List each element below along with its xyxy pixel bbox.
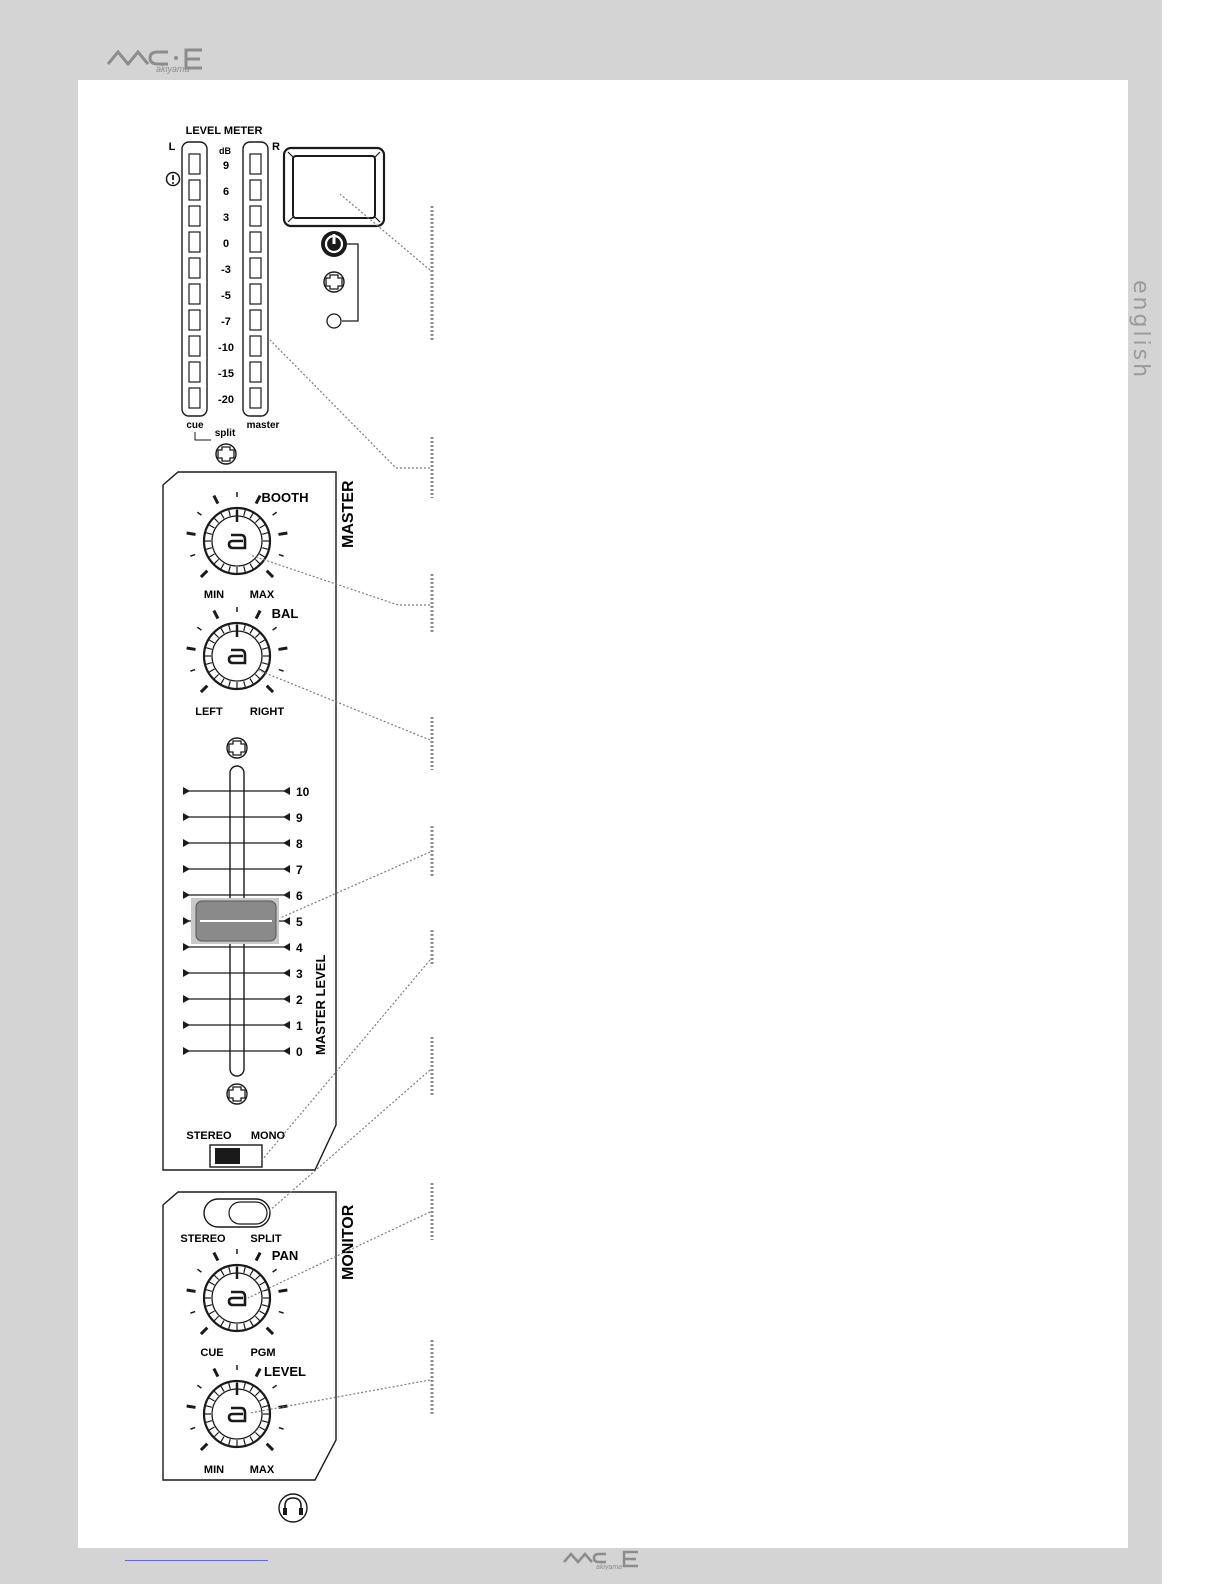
- pan-cue-label: CUE: [200, 1347, 224, 1359]
- fader-scale-label: 8: [296, 837, 303, 851]
- meter-led-right: [250, 284, 261, 304]
- meter-scale-label: -3: [221, 264, 231, 276]
- meter-led-left: [189, 362, 200, 382]
- meter-led-left: [189, 388, 200, 408]
- brand-sub-bottom: akiyama: [596, 1564, 623, 1570]
- meter-led-right: [250, 336, 261, 356]
- bal-label: BAL: [271, 606, 299, 621]
- booth-min-label: MIN: [203, 589, 225, 601]
- bal-right-label: RIGHT: [249, 706, 285, 718]
- meter-master-label: master: [246, 420, 280, 431]
- fader-cap[interactable]: [191, 898, 279, 944]
- screw-icon: [216, 444, 236, 464]
- knob-tick: [278, 648, 287, 649]
- pan-pgm-label: PGM: [250, 1347, 276, 1359]
- meter-cue-label: cue: [186, 420, 204, 431]
- level-meter-title: LEVEL METER: [185, 125, 263, 137]
- meter-led-left: [189, 154, 200, 174]
- callout-level-meter: [270, 340, 430, 468]
- knob-tick: [187, 648, 196, 649]
- fader-scale-label: 5: [296, 915, 303, 929]
- master-panel-outline: [163, 472, 336, 1170]
- meter-led-left: [189, 284, 200, 304]
- meter-led-left: [189, 206, 200, 226]
- meter-led-left: [189, 258, 200, 278]
- bal-left-label: LEFT: [195, 706, 223, 718]
- meter-led-left: [189, 180, 200, 200]
- language-label: english: [1128, 280, 1153, 381]
- meter-led-right: [250, 154, 261, 174]
- meter-led-right: [250, 362, 261, 382]
- meter-right-label: R: [272, 141, 280, 153]
- meter-led-left: [189, 336, 200, 356]
- booth-label: BOOTH: [261, 490, 309, 505]
- stereo-mono-switch[interactable]: [210, 1145, 262, 1167]
- knob-tick: [278, 1290, 287, 1291]
- fader-scale-label: 7: [296, 863, 303, 877]
- monitor-level-max-label: MAX: [249, 1464, 275, 1476]
- meter-scale: [218, 160, 234, 406]
- knob-tick: [278, 533, 287, 534]
- meter-scale-label: 9: [222, 160, 230, 172]
- monitor-level-min-label: MIN: [203, 1464, 225, 1476]
- pan-label: PAN: [271, 1248, 299, 1263]
- meter-left-label: L: [168, 141, 176, 153]
- clip-warning-icon: [167, 173, 180, 186]
- meter-led-right: [250, 388, 261, 408]
- knob-tick: [187, 1290, 196, 1291]
- split-bracket: [195, 432, 211, 440]
- fader-scale-label: 1: [296, 1019, 303, 1033]
- meter-scale-label: -7: [221, 316, 231, 328]
- fader-scale-label: 6: [296, 889, 303, 903]
- meter-led-left: [189, 310, 200, 330]
- meter-led-right: [250, 180, 261, 200]
- fader-scale-label: 0: [296, 1045, 303, 1059]
- meter-led-right: [250, 310, 261, 330]
- monitor-level-label: LEVEL: [264, 1364, 306, 1379]
- meter-led-left: [189, 232, 200, 252]
- meter-led-right: [250, 232, 261, 252]
- master-mono-label: MONO: [250, 1130, 286, 1142]
- fader-scale-label: 3: [296, 967, 303, 981]
- fader-scale-label: 4: [296, 941, 303, 955]
- fader-label: MASTER LEVEL: [313, 954, 328, 1055]
- power-icon[interactable]: [321, 231, 347, 257]
- monitor-title: MONITOR: [340, 1204, 357, 1280]
- meter-scale-label: 0: [222, 238, 230, 250]
- display-window: [284, 148, 384, 226]
- meter-split-label: split: [214, 428, 236, 439]
- monitor-stereo-label: STEREO: [180, 1233, 226, 1245]
- master-stereo-label: STEREO: [186, 1130, 232, 1142]
- level-meter: [167, 125, 281, 464]
- meter-scale-label: -20: [218, 394, 234, 406]
- brand-sub-top: akiyama: [156, 64, 190, 74]
- booth-max-label: MAX: [249, 589, 275, 601]
- meter-scale-label: -15: [218, 368, 234, 380]
- power-led-icon: [327, 314, 341, 328]
- monitor-split-label: SPLIT: [250, 1233, 282, 1245]
- meter-scale-label: 6: [222, 186, 230, 198]
- meter-scale-label: -10: [218, 342, 234, 354]
- headphones-icon: [279, 1494, 307, 1522]
- fader-scale-label: 9: [296, 811, 303, 825]
- meter-led-right: [250, 206, 261, 226]
- screw-icon: [324, 272, 344, 292]
- meter-led-right: [250, 258, 261, 278]
- stereo-split-switch[interactable]: [204, 1199, 270, 1227]
- master-title: MASTER: [340, 480, 357, 548]
- meter-unit-label: dB: [219, 146, 231, 156]
- fader-scale-label: 2: [296, 993, 303, 1007]
- meter-scale-label: 3: [222, 212, 230, 224]
- fader-scale-label: 10: [296, 785, 310, 799]
- meter-scale-label: -5: [221, 290, 231, 302]
- knob-tick: [187, 533, 196, 534]
- knob-tick: [187, 1406, 196, 1407]
